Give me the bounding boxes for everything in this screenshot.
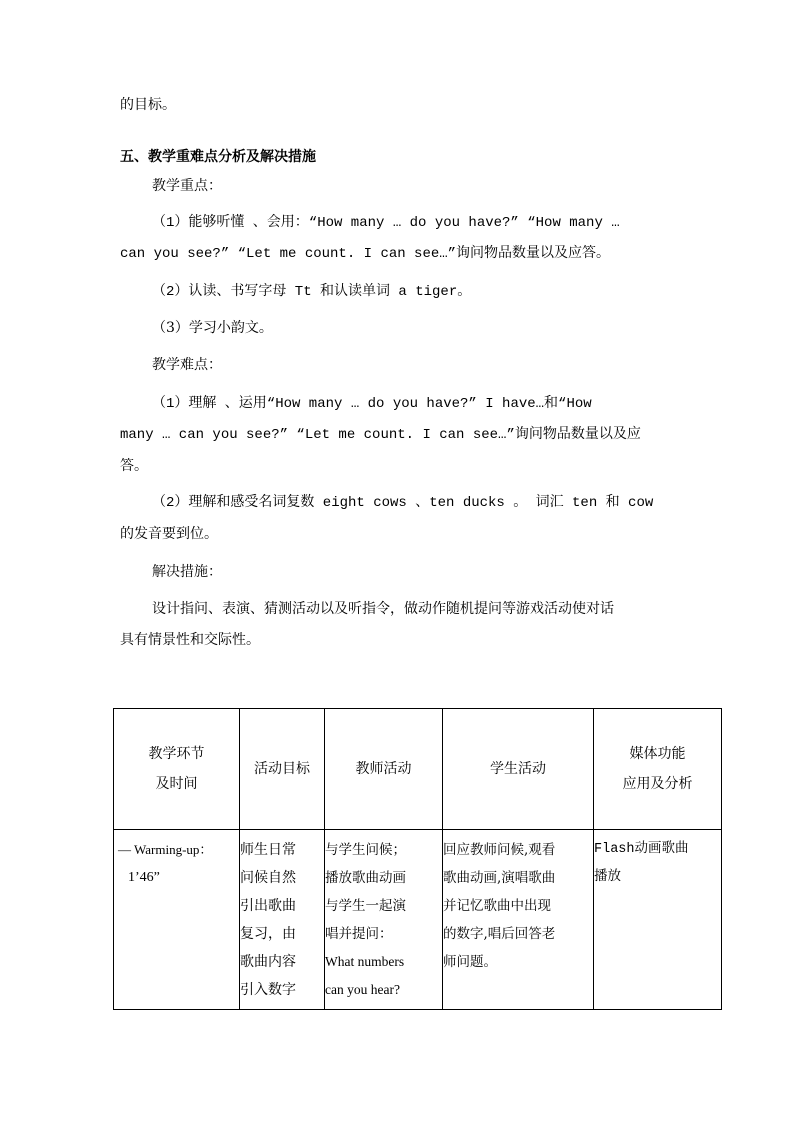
lesson-plan-table (113, 708, 722, 1010)
difficulties-heading: 教学难点： (152, 357, 222, 373)
goal-line: 师生日常 (240, 842, 296, 858)
student-line: 师问题。 (443, 954, 497, 970)
student-line: 的数字,唱后回答老 (443, 926, 556, 942)
media-line: 播放 (594, 870, 621, 885)
teacher-line: 播放歌曲动画 (325, 870, 406, 886)
header-media-line-1: 媒体功能 (629, 746, 686, 762)
goal-line: 引出歌曲 (240, 898, 296, 914)
table-row (114, 830, 722, 1010)
key-point-3: （3）学习小韵文。 (152, 320, 273, 336)
header-goal-text: 活动目标 (254, 761, 310, 777)
difficulty-1-line-2: many … can you see?” “Let me count. I can see…”询问物品数量以及应 (120, 427, 641, 443)
cell-media (594, 830, 722, 1010)
difficulty-1-line-1: （1）理解 、运用“How many … do you have?” I have…和“How (152, 396, 592, 412)
intro-tail: 的目标。 (120, 97, 176, 113)
goal-line: 引入数字 (240, 982, 296, 998)
section-title: 五、教学重难点分析及解决措施 (120, 149, 316, 165)
teacher-line: 唱并提问： (325, 926, 393, 942)
table-header-row (114, 709, 722, 830)
header-activity-goal (240, 709, 325, 830)
goal-line: 复习，由 (240, 926, 296, 942)
teacher-line: 与学生问候； (325, 842, 406, 858)
teacher-line: 与学生一起演 (325, 898, 406, 914)
goal-line: 歌曲内容 (240, 954, 296, 970)
header-teacher-activity (325, 709, 443, 830)
header-media-line-2: 应用及分析 (622, 776, 693, 792)
goal-line: 问候自然 (240, 870, 296, 886)
key-points-heading: 教学重点： (152, 178, 222, 194)
key-point-2: （2）认读、书写字母 Tt 和认读单词 a tiger。 (152, 284, 472, 300)
header-stage-line-1: 教学环节 (148, 746, 205, 762)
header-teacher-text: 教师活动 (355, 761, 412, 777)
header-stage-time (114, 709, 240, 830)
cell-student (443, 830, 594, 1010)
difficulty-2-line-2: 的发音要到位。 (120, 526, 218, 542)
solutions-line-2: 具有情景性和交际性。 (120, 632, 260, 648)
student-line: 并记忆歌曲中出现 (443, 898, 551, 914)
key-point-1-line-2: can you see?” “Let me count. I can see…”询问物品数量以及应答。 (120, 246, 611, 262)
stage-name: — Warming-up： (118, 842, 213, 857)
difficulty-1-line-3: 答。 (120, 458, 148, 474)
teacher-line: What numbers (325, 954, 405, 969)
header-stage-line-2: 及时间 (155, 776, 198, 792)
solutions-line-1: 设计指问、表演、猜测活动以及听指令，做动作随机提问等游戏活动使对话 (152, 601, 614, 617)
key-point-1-line-1: （1）能够听懂 、会用：“How many … do you have?” “How many … (152, 215, 620, 231)
header-media-function (594, 709, 722, 830)
media-line: Flash动画歌曲 (594, 842, 689, 857)
student-line: 歌曲动画,演唱歌曲 (443, 870, 556, 886)
teacher-line: can you hear? (325, 982, 400, 997)
header-student-text: 学生活动 (490, 761, 546, 777)
stage-time: 1’46” (128, 870, 160, 885)
cell-stage (114, 830, 240, 1010)
header-student-activity (443, 709, 594, 830)
cell-teacher (325, 830, 443, 1010)
difficulty-2-line-1: （2）理解和感受名词复数 eight cows 、ten ducks 。 词汇 ten 和 cow (152, 495, 654, 511)
student-line: 回应教师问候,观看 (443, 842, 556, 858)
solutions-heading: 解决措施： (152, 564, 222, 580)
cell-goal (240, 830, 325, 1010)
